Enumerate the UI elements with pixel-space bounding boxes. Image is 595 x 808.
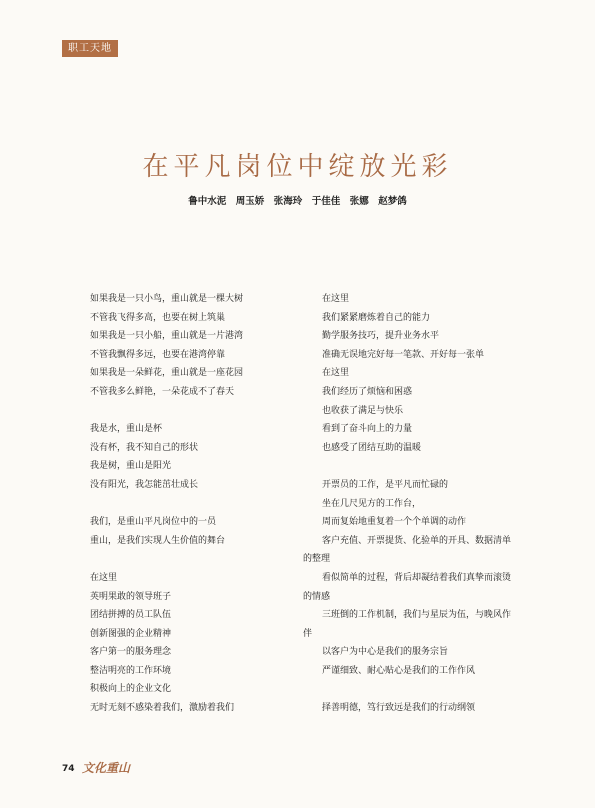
poem-line: 我是水，重山是杯 [90, 424, 163, 435]
poem-line: 勤学服务技巧，提升业务水平 [322, 331, 440, 342]
poem-line: 没有杯，我不知自己的形状 [90, 442, 199, 453]
poem-line: 没有阳光，我怎能茁壮成长 [90, 479, 199, 490]
poem-line: 我们紧紧磨炼着自己的能力 [322, 312, 431, 323]
poem-line: 英明果敢的领导班子 [90, 591, 172, 602]
poem-line: 严谨细致、耐心贴心是我们的工作作风 [322, 665, 476, 676]
poem-line: 也收获了满足与快乐 [322, 405, 404, 416]
poem-line: 以客户为中心是我们的服务宗旨 [322, 647, 449, 658]
poem-right-column [303, 290, 511, 718]
poem-line: 创新图强的企业精神 [90, 628, 172, 639]
stanza-gap [90, 402, 290, 421]
poem-line: 团结拼搏的员工队伍 [90, 610, 172, 621]
poem-left-column [90, 290, 290, 718]
poem-line: 看似简单的过程，背后却凝结着我们真挚而滚烫的情感 [303, 572, 512, 602]
poem-line: 如果我是一只小鸟，重山就是一棵大树 [90, 294, 244, 304]
poem-line: 在这里 [90, 572, 118, 583]
stanza-gap [90, 495, 290, 514]
poem-line: 整洁明亮的工作环境 [90, 665, 172, 676]
poem-line: 如果我是一只小船，重山就是一片港湾 [90, 331, 244, 342]
poem-line: 客户第一的服务理念 [90, 647, 172, 658]
poem-line: 不管我飞得多高，也要在树上筑巢 [90, 312, 226, 323]
poem-line: 择善明德，笃行致远是我们的行动纲领 [322, 703, 476, 714]
magazine-logo: 文化重山 [82, 761, 131, 775]
poem-line: 积极向上的企业文化 [90, 684, 172, 695]
poem-line: 客户充值、开票提货、化验单的开具、数据清单的整理 [303, 535, 512, 565]
article-authors: 鲁中水泥 周玉娇 张海玲 于佳佳 张娜 赵梦鸽 [188, 196, 407, 207]
poem-line: 在这里 [322, 368, 350, 379]
poem-line: 我是树，重山是阳光 [90, 461, 172, 472]
poem-line: 看到了奋斗向上的力量 [322, 424, 413, 435]
poem-line: 我们经历了烦恼和困惑 [322, 386, 413, 397]
poem-line: 在这里 [322, 294, 350, 304]
poem-line: 如果我是一朵鲜花，重山就是一座花园 [90, 368, 244, 379]
poem-line: 周而复始地重复着一个个单调的动作 [322, 517, 467, 528]
poem-line: 准确无误地完好每一笔款、开好每一张单 [322, 349, 485, 360]
poem-line: 坐在几尺见方的工作台， [322, 498, 422, 509]
stanza-gap [303, 457, 511, 476]
poem-line: 不管我多么鲜艳，一朵花成不了春天 [90, 386, 235, 397]
poem-line: 也感受了团结互助的温暖 [322, 442, 422, 453]
stanza-gap [303, 680, 511, 699]
poem-line: 开票员的工作，是平凡而忙碌的 [322, 479, 449, 490]
poem-line: 三班倒的工作机制，我们与星辰为伍，与晚风作伴 [303, 610, 512, 639]
poem-line: 无时无刻不感染着我们，激励着我们 [90, 703, 235, 714]
poem-line: 不管我飘得多远，也要在港湾停靠 [90, 349, 226, 360]
poem-line: 我们，是重山平凡岗位中的一员 [90, 517, 217, 528]
article-title: 在平凡岗位中绽放光彩 [142, 152, 453, 182]
poem-line: 重山，是我们实现人生价值的舞台 [90, 535, 226, 546]
section-tag: 职工天地 [62, 40, 118, 57]
stanza-gap [90, 550, 290, 569]
page-number: 74 [62, 764, 75, 774]
